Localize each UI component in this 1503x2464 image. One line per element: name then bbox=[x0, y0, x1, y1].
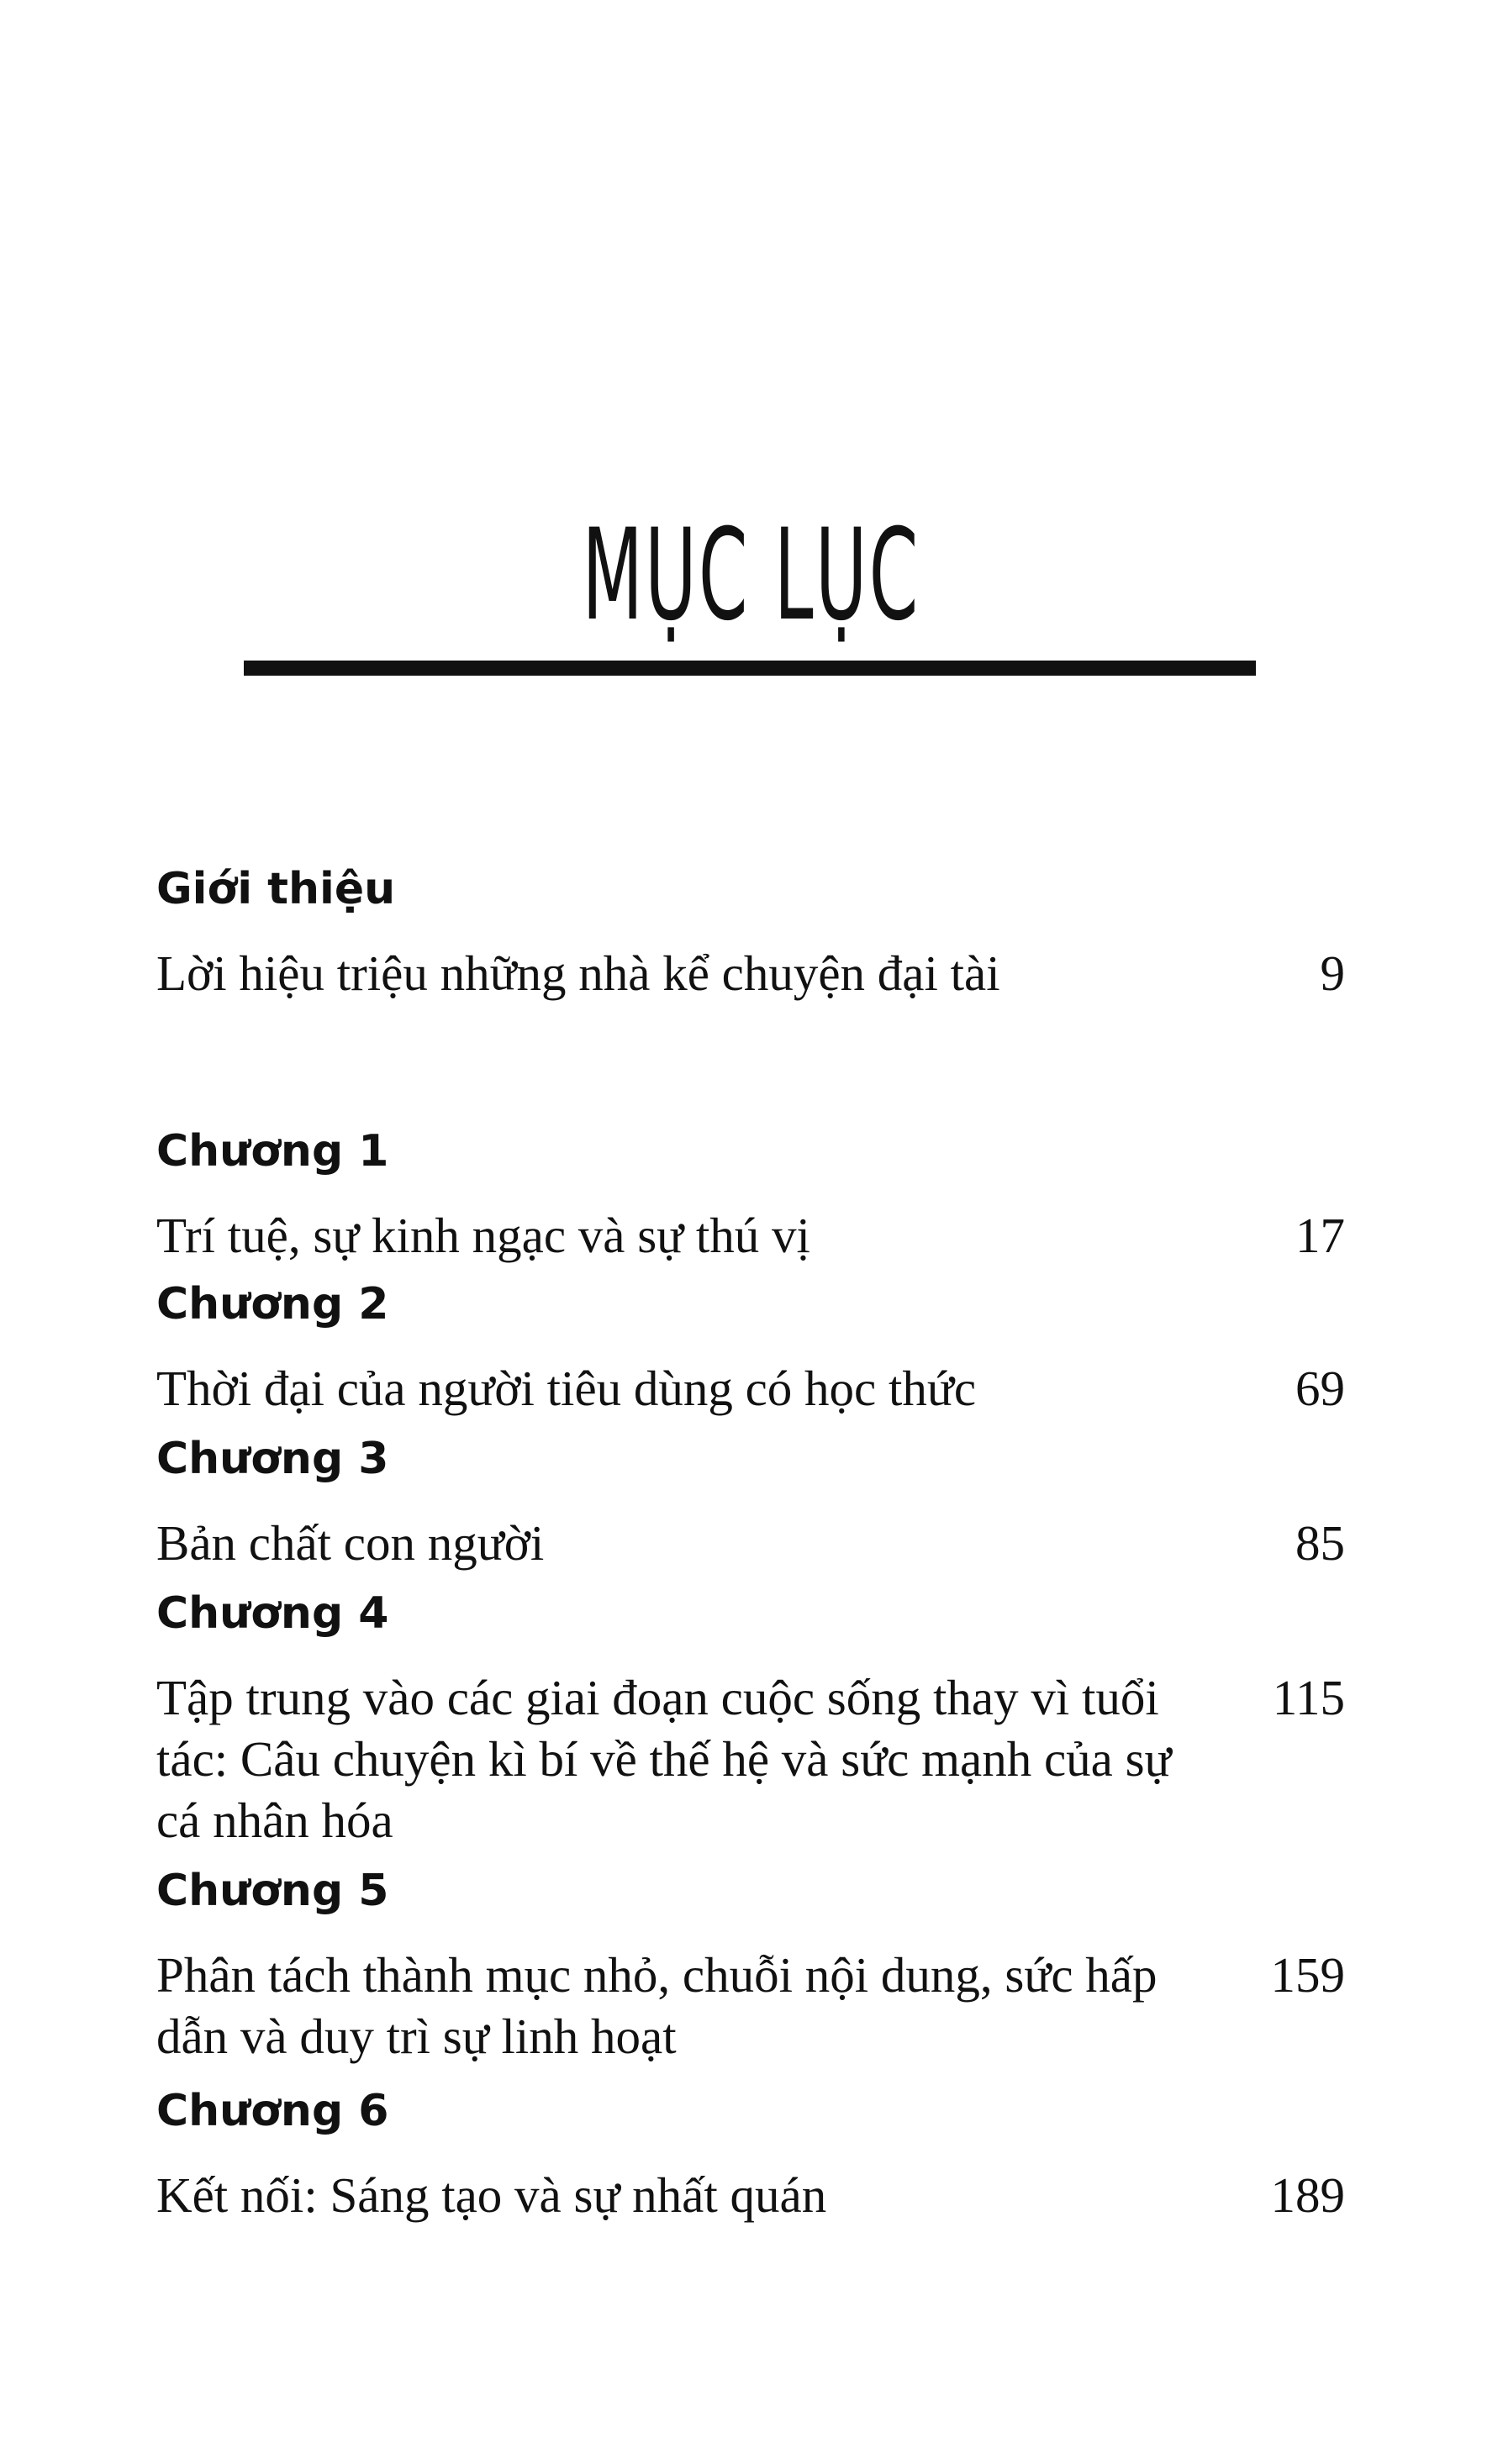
chapter-title: Bản chất con người bbox=[156, 1515, 545, 1571]
toc-line bbox=[156, 1945, 1345, 2067]
page-number: 189 bbox=[1270, 2167, 1345, 2223]
page-number: 17 bbox=[1295, 1208, 1345, 1263]
chapter-heading: Chương 5 bbox=[156, 1866, 389, 1916]
page-title: MỤC LỤC bbox=[582, 503, 920, 649]
toc-line bbox=[156, 1513, 1345, 1574]
toc-entry-chapter-6[interactable] bbox=[156, 2086, 1345, 2226]
chapter-heading: Chương 2 bbox=[156, 1279, 389, 1329]
chapter-heading: Chương 4 bbox=[156, 1588, 389, 1639]
chapter-title: Trí tuệ, sự kinh ngạc và sự thú vị bbox=[156, 1208, 810, 1263]
chapter-title: Lời hiệu triệu những nhà kể chuyện đại tài bbox=[156, 945, 1000, 1001]
chapter-heading: Chương 3 bbox=[156, 1434, 389, 1484]
chapter-title: Phân tách thành mục nhỏ, chuỗi nội dung, sức hấp dẫn và duy trì sự linh hoạt bbox=[156, 1947, 1158, 2064]
toc-line bbox=[156, 1358, 1345, 1419]
title-rule bbox=[244, 661, 1256, 676]
page-number: 85 bbox=[1295, 1515, 1345, 1571]
toc-line bbox=[156, 1205, 1345, 1266]
page-number: 115 bbox=[1272, 1670, 1345, 1725]
chapter-heading: Chương 6 bbox=[156, 2086, 389, 2136]
toc-entry-chapter-1[interactable] bbox=[156, 1126, 1345, 1266]
toc-entry-chapter-4[interactable] bbox=[156, 1588, 1345, 1851]
chapter-heading: Giới thiệu bbox=[156, 864, 396, 914]
chapter-heading: Chương 1 bbox=[156, 1126, 389, 1177]
toc-entry-chapter-3[interactable] bbox=[156, 1434, 1345, 1574]
chapter-title: Kết nối: Sáng tạo và sự nhất quán bbox=[156, 2167, 827, 2223]
page-number: 159 bbox=[1270, 1947, 1345, 2003]
page-number: 69 bbox=[1295, 1361, 1345, 1416]
chapter-title: Thời đại của người tiêu dùng có học thức bbox=[156, 1361, 977, 1416]
toc-entry-chapter-5[interactable] bbox=[156, 1866, 1345, 2067]
toc-line bbox=[156, 943, 1345, 1004]
toc-entry-intro[interactable] bbox=[156, 864, 1345, 1004]
chapter-title: Tập trung vào các giai đoạn cuộc sống thay vì tuổi tác: Câu chuyện kì bí về thế hệ và sức mạnh của sự cá nhân hóa bbox=[156, 1670, 1172, 1848]
toc-entry-chapter-2[interactable] bbox=[156, 1279, 1345, 1419]
page-number: 9 bbox=[1320, 945, 1345, 1001]
toc-line bbox=[156, 1667, 1345, 1851]
toc-line bbox=[156, 2165, 1345, 2226]
